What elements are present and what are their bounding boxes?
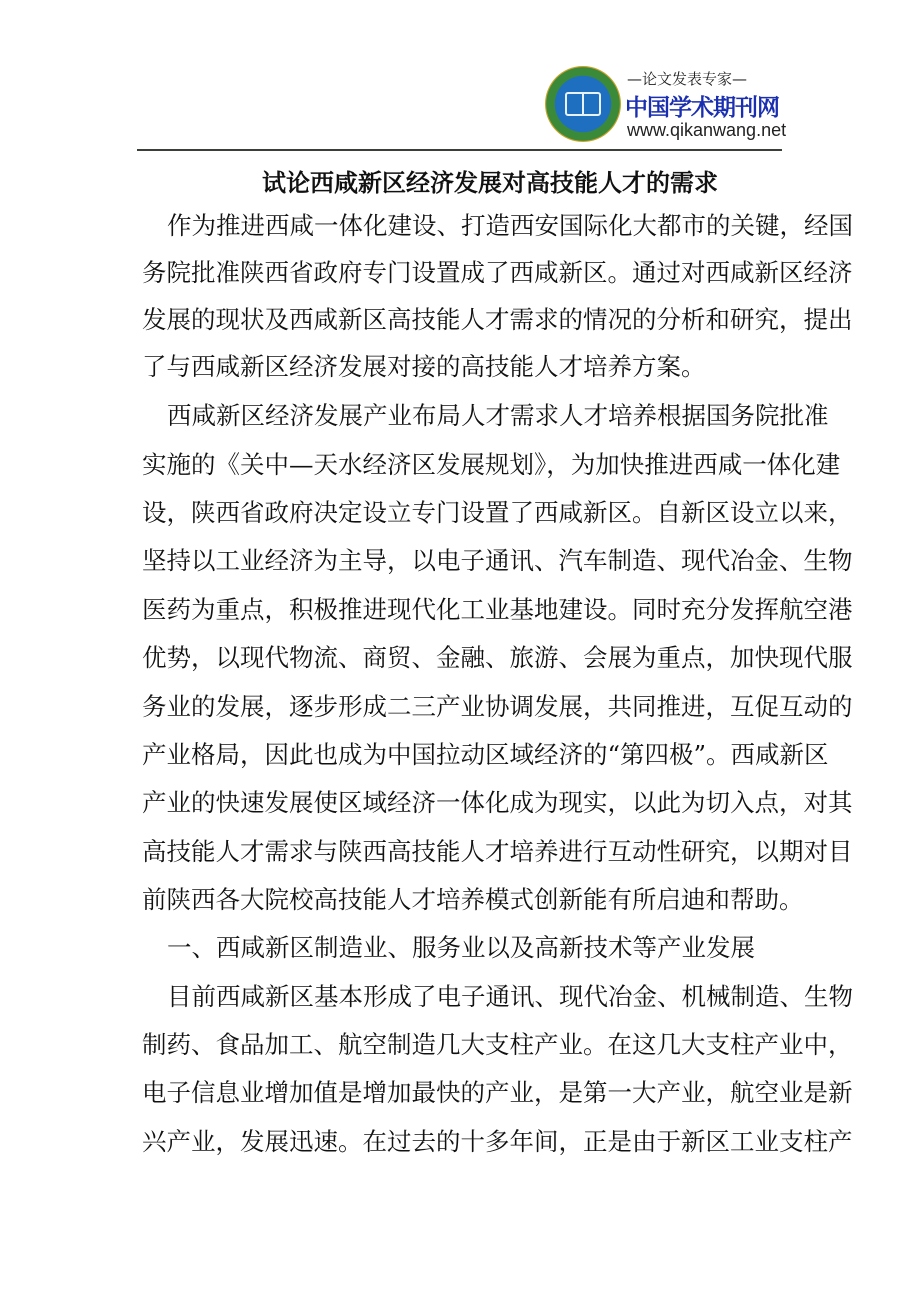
text-line: 前陕西各大院校高技能人才培养模式创新能有所启迪和帮助。 bbox=[142, 885, 804, 914]
seal-book-icon bbox=[545, 66, 621, 142]
text-line: 务院批准陕西省政府专门设置成了西咸新区。通过对西咸新区经济 bbox=[142, 258, 853, 287]
text-line: 产业格局，因此也成为中国拉动区域经济的“第四极”。西咸新区 bbox=[142, 740, 829, 769]
text-line: 医药为重点，积极推进现代化工业基地建设。同时充分发挥航空港 bbox=[142, 595, 853, 624]
logo-url: www.qikanwang.net bbox=[627, 120, 787, 140]
text-line: 优势，以现代物流、商贸、金融、旅游、会展为重点，加快现代服 bbox=[142, 643, 853, 672]
document-title: 试论西咸新区经济发展对高技能人才的需求 bbox=[262, 168, 718, 197]
text-line: 坚持以工业经济为主导，以电子通讯、汽车制造、现代冶金、生物 bbox=[142, 546, 853, 575]
text-line: 兴产业，发展迅速。在过去的十多年间，正是由于新区工业支柱产 bbox=[142, 1127, 853, 1156]
text-line: 目前西咸新区基本形成了电子通讯、现代冶金、机械制造、生物 bbox=[167, 982, 853, 1011]
text-line: 西咸新区经济发展产业布局人才需求人才培养根据国务院批准 bbox=[167, 401, 829, 430]
text-line: 电子信息业增加值是增加最快的产业，是第一大产业，航空业是新 bbox=[142, 1078, 853, 1107]
text-line: 产业的快速发展使区域经济一体化成为现实，以此为切入点，对其 bbox=[142, 788, 853, 817]
text-line: 高技能人才需求与陕西高技能人才培养进行互动性研究，以期对目 bbox=[142, 837, 853, 866]
logo-slogan: —论文发表专家— bbox=[627, 70, 748, 88]
section-heading: 一、西咸新区制造业、服务业以及高新技术等产业发展 bbox=[167, 933, 755, 962]
header-rule bbox=[137, 149, 782, 151]
text-line: 了与西咸新区经济发展对接的高技能人才培养方案。 bbox=[142, 352, 706, 381]
text-line: 务业的发展，逐步形成二三产业协调发展，共同推进，互促互动的 bbox=[142, 692, 853, 721]
text-line: 发展的现状及西咸新区高技能人才需求的情况的分析和研究，提出 bbox=[142, 305, 853, 334]
text-line: 设，陕西省政府决定设立专门设置了西咸新区。自新区设立以来， bbox=[142, 498, 853, 527]
qikanwang-logo bbox=[545, 64, 787, 148]
text-line: 作为推进西咸一体化建设、打造西安国际化大都市的关键，经国 bbox=[167, 211, 853, 240]
text-line: 制药、食品加工、航空制造几大支柱产业。在这几大支柱产业中， bbox=[142, 1030, 853, 1059]
text-line: 实施的《关中—天水经济区发展规划》，为加快推进西咸一体化建 bbox=[142, 450, 841, 479]
book-icon bbox=[565, 92, 601, 116]
logo-brand: 中国学术期刊网 bbox=[625, 95, 779, 121]
